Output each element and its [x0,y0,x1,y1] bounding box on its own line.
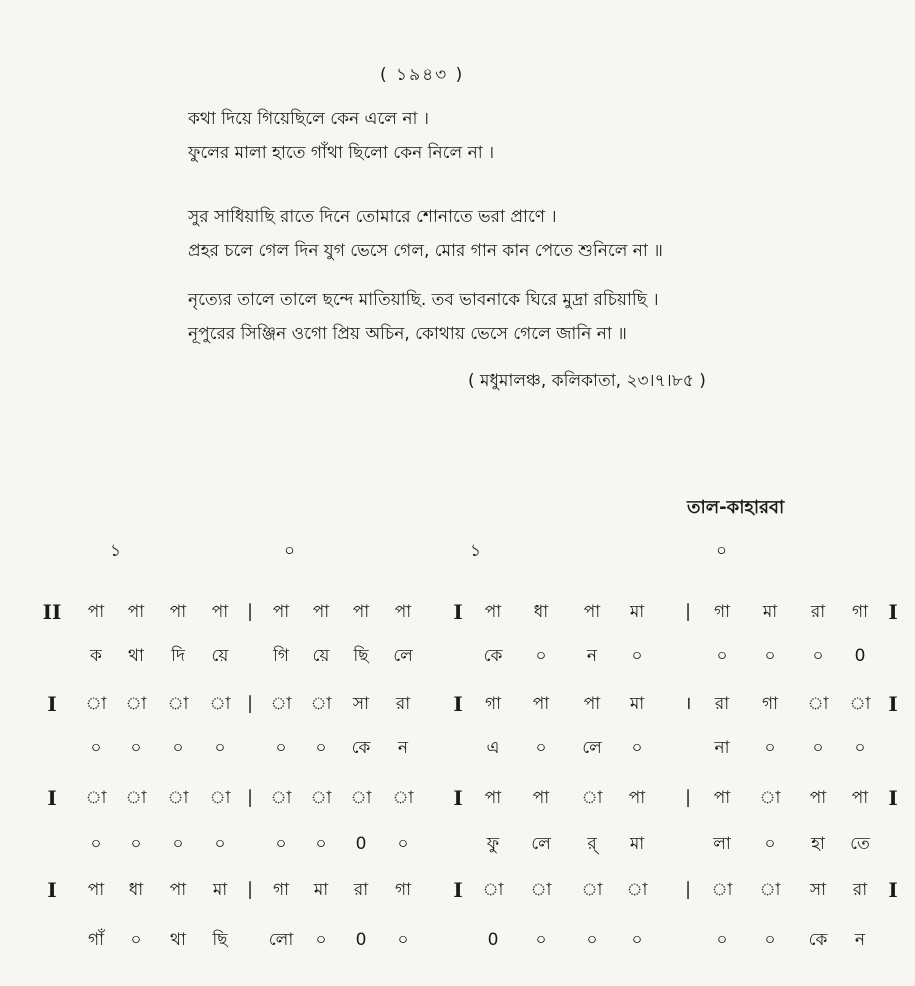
beat-marker: ১ [470,541,482,561]
swara-row [0,872,915,908]
barline: I [453,878,463,902]
swara-note: া [270,788,292,808]
swara-note: পা [211,602,229,622]
verse-line: ফুলের মালা হাতে গাঁথা ছিলো কেন নিলে না । [188,143,495,163]
lyric-syllable: ০ [130,738,142,758]
lyric-syllable: ০ [275,834,287,854]
lyric-syllable: ০ [716,930,728,950]
verse-1 [188,102,494,170]
lyric-syllable: গাঁ [87,930,105,950]
lyric-syllable: ০ [315,834,327,854]
barline: | [246,879,254,900]
swara-note: া [209,788,231,808]
swara-note: পা [809,788,827,808]
swara-note: া [759,880,781,900]
lyric-syllable: ০ [631,930,643,950]
swara-note: পা [851,788,869,808]
lyric-syllable: ০ [130,834,142,854]
lyric-syllable: কে [808,930,828,950]
lyric-syllable: হা [811,834,825,854]
lyric-syllable: ০ [631,738,643,758]
barline: I [453,692,463,716]
swara-note: রা [714,694,730,714]
lyric-syllable: ০ [586,930,598,950]
swara-note: পা [87,880,105,900]
swara-note: া [807,694,829,714]
swara-note: া [310,788,332,808]
lyric-syllable: তে [850,834,870,854]
lyric-syllable: ছি [353,646,369,666]
barline: | [246,693,254,714]
start-barline: II [42,600,62,624]
beat-marker: ০ [284,541,296,561]
lyric-syllable: র্ [587,834,597,854]
swara-note: পা [583,694,601,714]
barline: | [684,879,692,900]
swara-note: া [167,694,189,714]
lyric-syllable: ০ [716,646,728,666]
swara-note: মা [629,694,645,714]
swara-note: া [125,788,147,808]
swara-note: পা [127,602,145,622]
lyric-syllable: কে [483,646,503,666]
barline: I [453,600,463,624]
end-barline: I [888,692,898,716]
lyric-syllable: মা [629,834,645,854]
swara-note: া [711,880,733,900]
lyric-syllable: লে [531,834,551,854]
lyric-syllable: ক [90,646,102,666]
lyric-syllable: ০ [214,834,226,854]
swara-note: া [85,694,107,714]
swara-note: পা [583,602,601,622]
swara-note: পা [532,694,550,714]
lyric-syllable: ন [854,930,866,950]
swara-note: গা [272,880,290,900]
swara-note: মা [629,602,645,622]
swara-note: া [167,788,189,808]
swara-row [0,686,915,722]
swara-note: মা [762,602,778,622]
lyric-syllable: ন [397,738,409,758]
lyric-syllable: য়ে [312,646,330,666]
start-barline: I [47,878,57,902]
barline: । [684,693,692,714]
lyric-syllable: ০ [130,930,142,950]
swara-note: া [310,694,332,714]
swara-note: া [581,880,603,900]
swara-note: পা [532,788,550,808]
swara-note: পা [713,788,731,808]
swara-note: পা [484,602,502,622]
lyric-row [0,638,915,674]
lyric-syllable: ০ [90,738,102,758]
swara-note: া [759,788,781,808]
lyric-syllable: লে [393,646,413,666]
swara-note: রা [852,880,868,900]
end-barline: I [888,878,898,902]
verse-line: প্রহর চলে গেল দিন যুগ ভেসে গেল, মোর গান কান পেতে শুনিলে না ॥ [188,241,663,261]
swara-note: রা [395,694,411,714]
barline: | [684,601,692,622]
lyric-syllable: ০ [397,930,409,950]
lyric-syllable: ০ [812,738,824,758]
swara-note: গা [851,602,869,622]
lyric-syllable: থা [170,930,186,950]
swara-note: া [85,788,107,808]
lyric-syllable: ০ [764,646,776,666]
swara-note: পা [312,602,330,622]
swara-note: া [209,694,231,714]
swara-note: গা [394,880,412,900]
swara-note: া [482,880,504,900]
taal-label: তাল-কাহারবা [687,497,785,518]
barline: I [453,786,463,810]
swara-note: পা [87,602,105,622]
swara-note: রা [353,880,369,900]
swara-note: া [392,788,414,808]
lyric-syllable: ফু [486,834,500,854]
lyric-syllable: ছি [212,930,228,950]
swara-note: া [125,694,147,714]
lyric-syllable: 0 [355,930,367,950]
swara-note: পা [394,602,412,622]
beat-marker: ১ [110,541,122,561]
lyric-syllable: ০ [90,834,102,854]
swara-note: ধা [533,602,549,622]
swara-note: া [581,788,603,808]
lyric-syllable: ০ [172,738,184,758]
verse-3 [188,283,659,351]
lyric-row [0,826,915,862]
lyric-syllable: ০ [275,738,287,758]
song-number: ( ১৯৪৩ ) [380,65,465,85]
swara-note: মা [313,880,329,900]
start-barline: I [47,786,57,810]
swara-note: া [270,694,292,714]
swara-note: গা [713,602,731,622]
swara-note: রা [810,602,826,622]
verse-line: সুর সাধিয়াছি রাতে দিনে তোমারে শোনাতে ভরা প্রাণে । [188,207,557,227]
swara-note: া [530,880,552,900]
swara-note: মা [212,880,228,900]
lyric-syllable: ন [586,646,598,666]
lyric-syllable: ০ [854,738,866,758]
verse-2 [188,200,663,268]
barline: | [246,601,254,622]
lyric-syllable: না [714,738,730,758]
lyric-syllable: ০ [214,738,226,758]
lyric-syllable: ০ [812,646,824,666]
verse-line: কথা দিয়ে গিয়েছিলে কেন এলে না । [188,109,429,129]
swara-note: সা [352,694,370,714]
swara-note: ধা [128,880,144,900]
end-barline: I [888,786,898,810]
lyric-syllable: ০ [764,930,776,950]
lyric-syllable: ০ [397,834,409,854]
lyric-syllable: 0 [854,646,866,666]
lyric-syllable: কে [351,738,371,758]
barline: | [684,787,692,808]
swara-note: া [626,880,648,900]
lyric-syllable: ০ [315,738,327,758]
swara-row [0,780,915,816]
swara-note: গা [761,694,779,714]
swara-note: া [350,788,372,808]
lyric-syllable: থা [128,646,144,666]
swara-note: পা [352,602,370,622]
lyric-syllable: ০ [535,738,547,758]
verse-line: নৃত্যের তালে তালে ছন্দে মাতিয়াছি. তব ভাবনাকে ঘিরে মুদ্রা রচিয়াছি । [188,290,659,310]
lyric-row [0,922,915,958]
swara-note: সা [809,880,827,900]
beat-marker: ০ [716,541,728,561]
swara-note: পা [628,788,646,808]
lyric-syllable: লে [582,738,602,758]
lyric-row [0,730,915,766]
lyric-syllable: ০ [535,646,547,666]
lyric-syllable: ০ [535,930,547,950]
lyric-syllable: লো [268,930,294,950]
swara-note: পা [484,788,502,808]
lyric-syllable: ০ [315,930,327,950]
lyric-syllable: গি [272,646,289,666]
lyric-syllable: ০ [764,738,776,758]
swara-note: পা [272,602,290,622]
swara-note: া [849,694,871,714]
lyric-syllable: 0 [487,930,499,950]
verse-line: নূপুরের সিঞ্জিন ওগো প্রিয় অচিন, কোথায় ভেসে গেলে জানি না ॥ [188,324,627,344]
lyric-syllable: ০ [631,646,643,666]
swara-note: পা [169,602,187,622]
lyric-syllable: ০ [172,834,184,854]
end-barline: I [888,600,898,624]
barline: | [246,787,254,808]
lyric-syllable: এ [486,738,500,758]
swara-row [0,594,915,630]
lyric-syllable: 0 [355,834,367,854]
lyric-syllable: লা [713,834,731,854]
attribution: ( মধুমালঞ্চ, কলিকাতা, ২৩।৭।৮৫ ) [468,371,706,391]
lyric-syllable: য়ে [211,646,229,666]
lyric-syllable: ০ [764,834,776,854]
lyric-syllable: দি [171,646,185,666]
swara-note: গা [484,694,502,714]
swara-note: পা [169,880,187,900]
start-barline: I [47,692,57,716]
